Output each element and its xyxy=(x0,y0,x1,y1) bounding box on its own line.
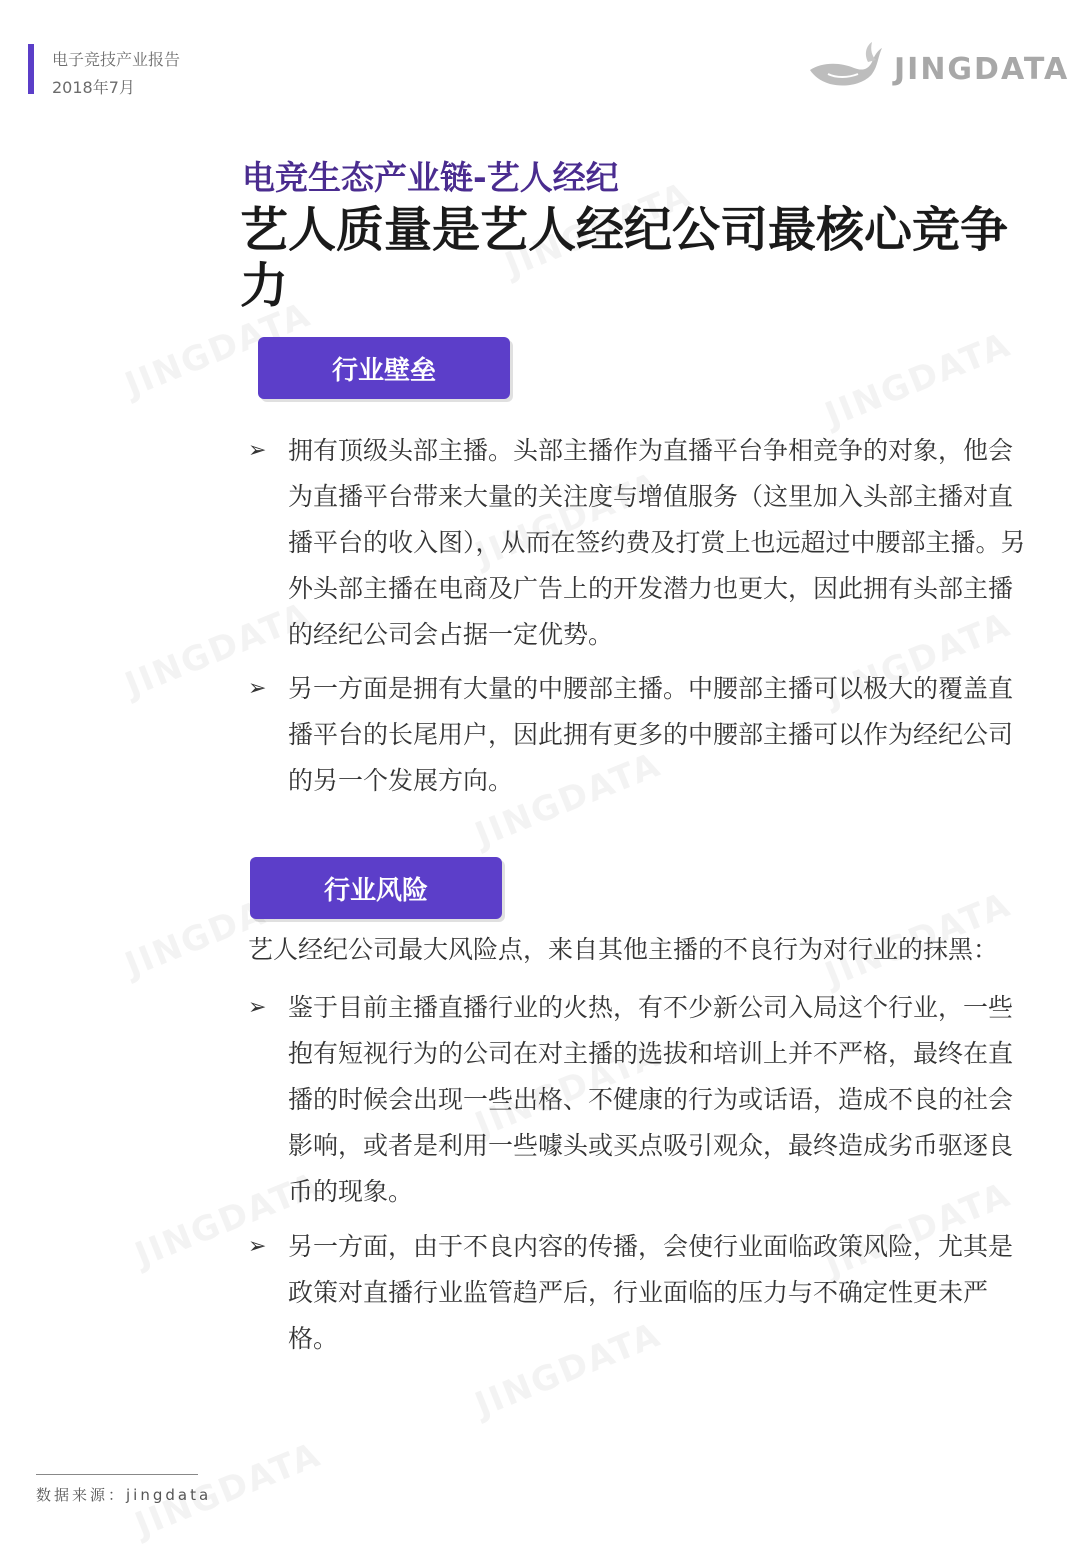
barrier-bullet-2: 另一方面是拥有大量的中腰部主播。中腰部主播可以极大的覆盖直播平台的长尾用户，因此拥有更多的中腰部主播可以作为经纪公司的另一个发展方向。 xyxy=(288,674,1014,795)
watermark xyxy=(820,325,1017,436)
risks-intro: 艺人经纪公司最大风险点，来自其他主播的不良行为对行业的抹黑： xyxy=(248,935,999,964)
risk-bullet-2: 另一方面，由于不良内容的传播，会使行业面临政策风险，尤其是政策对直播行业监管趋严后，行业面临的压力与不确定性更未严格。 xyxy=(288,1232,1014,1353)
whale-icon xyxy=(806,40,886,96)
bullet-marker: ➢ xyxy=(248,1234,267,1259)
report-title: 电子竞技产业报告 xyxy=(52,50,181,69)
report-date: 2018年7月 xyxy=(52,78,135,97)
header-accent-bar xyxy=(28,44,34,94)
barrier-bullet-1: 拥有顶级头部主播。头部主播作为直播平台争相竞争的对象，他会为直播平台带来大量的关注度与增值服务（这里加入头部主播对直播平台的收入图），从而在签约费及打赏上也远超过中腰部主播。另外头部主播在电商及广告上的开发潜力也更大，因此拥有头部主播的经纪公司会占据一定优势。 xyxy=(288,436,1026,649)
bullet-marker: ➢ xyxy=(248,438,267,463)
risks-tag: 行业风险 xyxy=(250,857,502,919)
page-title: 艺人质量是艺人经纪公司最核心竞争力 xyxy=(240,202,1009,314)
bullet-marker: ➢ xyxy=(248,676,267,701)
data-source: 数据来源：jingdata xyxy=(36,1486,212,1504)
logo-text: JINGDATA xyxy=(894,52,1070,87)
risk-bullet-1: 鉴于目前主播直播行业的火热，有不少新公司入局这个行业，一些抱有短视行为的公司在对主播的选拔和培训上并不严格，最终在直播的时候会出现一些出格、不健康的行为或话语，造成不良的社会影响，或者是利用一些噱头或买点吸引观众，最终造成劣币驱逐良币的现象。 xyxy=(288,993,1014,1206)
section-subtitle: 电竞生态产业链-艺人经纪 xyxy=(242,158,619,197)
bullet-marker: ➢ xyxy=(248,995,267,1020)
barriers-tag: 行业壁垒 xyxy=(258,337,510,399)
source-divider xyxy=(36,1474,198,1475)
jingdata-logo xyxy=(806,38,1070,98)
